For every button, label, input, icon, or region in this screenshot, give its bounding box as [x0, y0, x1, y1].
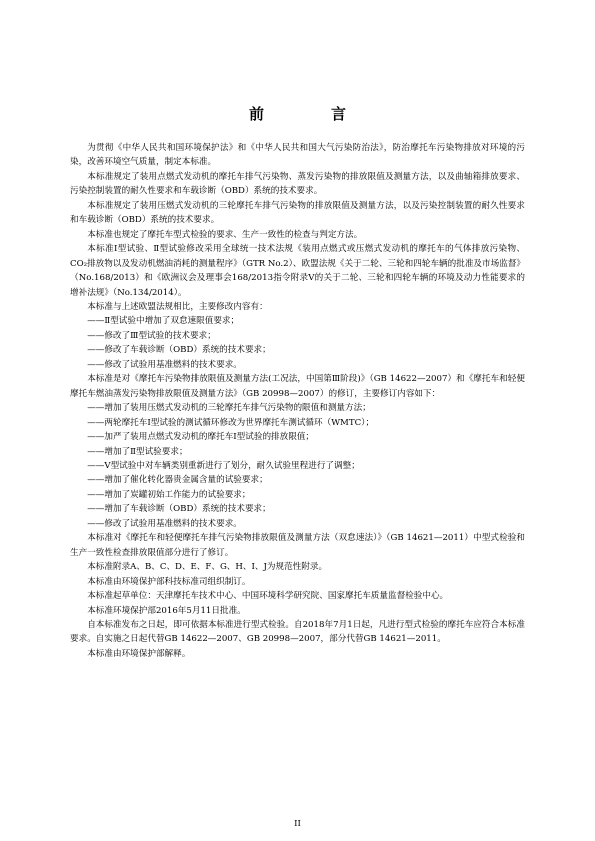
paragraph: ——加严了装用点燃式发动机的摩托车Ⅰ型试验的排放限值； [87, 432, 315, 443]
paragraph: 本标准与上述欧盟法规相比，主要修改内容有： [87, 301, 268, 312]
paragraph: ——增加了装用压燃式发动机的三轮摩托车排气污染物的限值和测量方法； [87, 403, 371, 414]
paragraph: 本标准由环境保护部解释。 [87, 648, 191, 659]
paragraph: 为贯彻《中华人民共和国环境保护法》和《中华人民共和国大气污染防治法》，防治摩托车污染物排放对环境的污染，改善环境空气质量，制定本标准。 [70, 143, 525, 168]
paragraph: ——修改了车载诊断（OBD）系统的技术要求； [87, 345, 271, 356]
body-text [70, 141, 525, 661]
page-number: II [294, 819, 301, 829]
paragraph: 本标准环境保护部2016年5月11日批准。 [87, 605, 246, 616]
page-title: 前 言 [248, 105, 372, 123]
paragraph: ——增加了炭罐初始工作能力的试验要求； [87, 489, 251, 500]
paragraph: ——增加了Ⅱ型试验要求； [87, 446, 188, 457]
paragraph: ——增加了车载诊断（OBD）系统的技术要求； [87, 504, 271, 515]
paragraph: 本标准规定了装用点燃式发动机的摩托车排气污染物、蒸发污染物的排放限值及测量方法，以及曲轴箱排放要求、污染控制装置的耐久性要求和车载诊断（OBD）系统的技术要求。 [70, 171, 525, 197]
paragraph: 本标准对《摩托车和轻便摩托车排气污染物排放限值及测量方法（双怠速法）》（GB 14621—2011）中型式检验和生产一致性检查排放限值部分进行了修订。 [70, 533, 525, 558]
paragraph: 本标准Ⅰ型试验、Ⅱ型试验修改采用全球统一技术法规《装用点燃式或压燃式发动机的摩托车的气体排放污染物、CO₂排放物以及发动机燃油消耗的测量程序》（GTR No.2）、欧盟法规《关于二轮、三轮和四轮车辆的批准及市场监督》（No.168/2013）和《欧洲议会及理事会168/2013指令附录Ⅴ的关于二轮、三轮和四轮车辆的环境及动力性能要求的增补法规》（No.134/2014）。 [70, 244, 525, 298]
paragraph: ——两轮摩托车Ⅰ型试验的测试循环修改为世界摩托车测试循环（WMTC）； [87, 417, 375, 428]
paragraph: ——修改了试验用基准燃料的技术要求。 [87, 359, 242, 370]
paragraph: ——修改了Ⅲ型试验的技术要求； [87, 330, 216, 341]
paragraph: ——修改了试验用基准燃料的技术要求。 [87, 518, 242, 529]
paragraph: ——Ⅴ型试验中对车辆类别重新进行了划分，耐久试验里程进行了调整； [87, 460, 360, 471]
paragraph: 本标准附录A、B、C、D、E、F、G、H、I、J为规范性附录。 [87, 562, 328, 573]
paragraph: 本标准是对《摩托车污染物排放限值及测量方法(工况法，中国第Ⅲ阶段)》（GB 14622—2007）和《摩托车和轻便摩托车燃油蒸发污染物排放限值及测量方法》（GB 20998—2007）的修订，主要修订内容如下： [70, 374, 525, 399]
paragraph: 本标准规定了装用压燃式发动机的三轮摩托车排气污染物的排放限值及测量方法，以及污染控制装置的耐久性要求和车载诊断（OBD）系统的技术要求。 [70, 200, 525, 226]
paragraph: ——增加了催化转化器贵金属含量的试验要求； [87, 475, 268, 486]
paragraph: ——Ⅱ型试验中增加了双怠速限值要求； [87, 316, 240, 327]
paragraph: 本标准由环境保护部科技标准司组织制订。 [87, 576, 251, 587]
paragraph: 自本标准发布之日起，即可依据本标准进行型式检验。自2018年7月1日起，凡进行型式检验的摩托车应符合本标准要求。自实施之日起代替GB 14622—2007、GB 20998—2007，部分代替GB 14621—2011。 [70, 619, 525, 645]
paragraph: 本标准也规定了摩托车型式检验的要求、生产一致性的检查与判定方法。 [87, 229, 363, 240]
paragraph: 本标准起草单位：天津摩托车技术中心、中国环境科学研究院、国家摩托车质量监督检验中心。 [87, 591, 449, 602]
